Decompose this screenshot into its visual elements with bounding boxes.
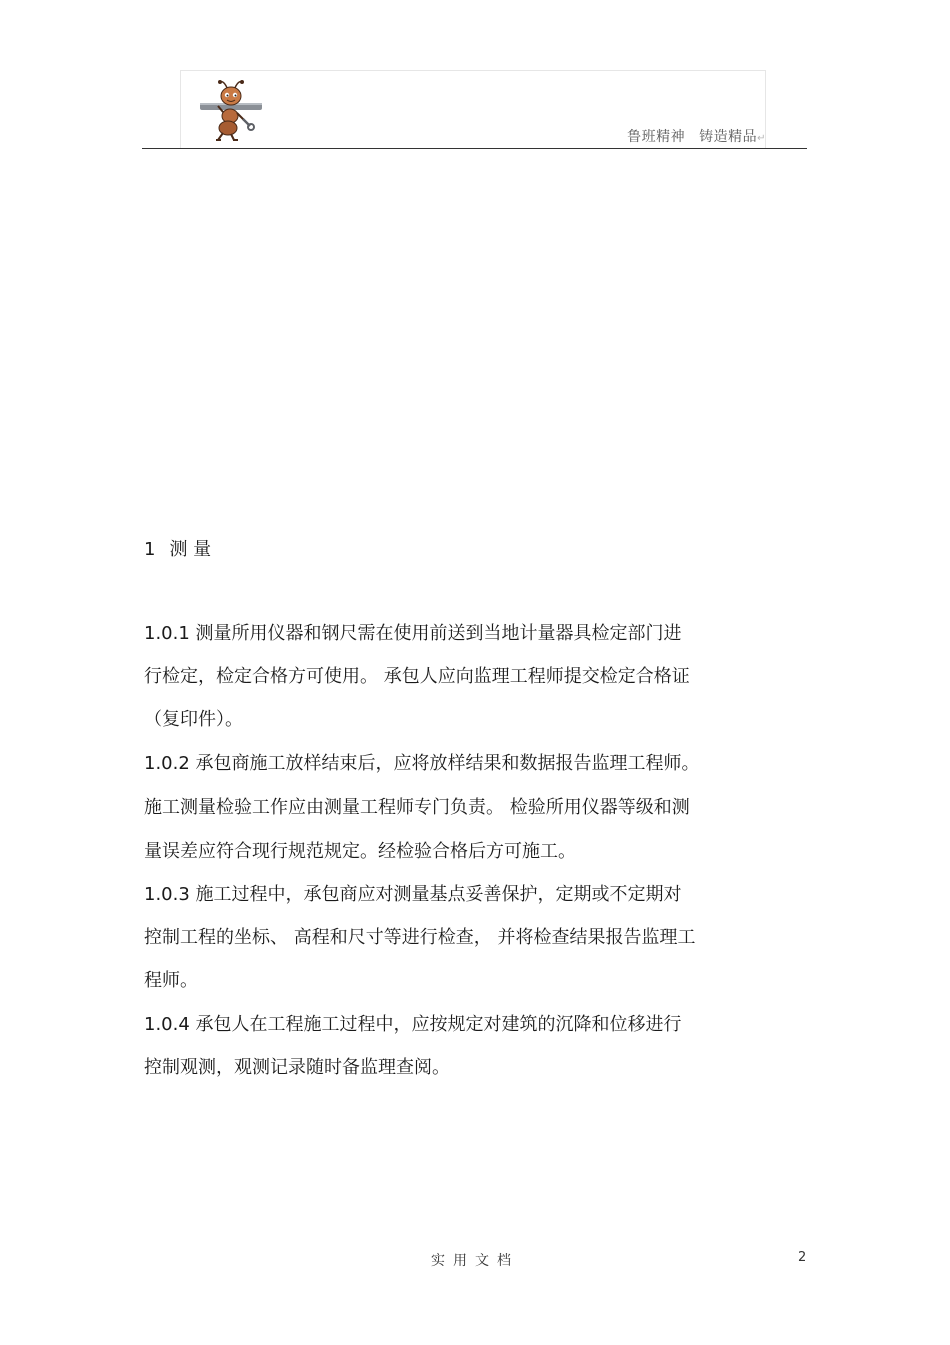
paragraph-1-line-1: 1.0.1 测量所用仪器和钢尺需在使用前送到当地计量器具检定部门进 [144,623,682,644]
paragraph-2-line-2: 施工测量检验工作应由测量工程师专门负责。 检验所用仪器等级和测 [144,797,690,818]
paragraph-mark-icon: ↵ [757,133,766,144]
section-heading: 测 量 [169,539,212,560]
slogan-part2: 铸造精品 [699,129,758,145]
paragraph-3-line-2: 控制工程的坐标、 高程和尺寸等进行检查， 并将检查结果报告监理工 [144,927,696,948]
slogan-part1: 鲁班精神 [627,129,686,145]
header-divider [142,148,807,149]
paragraph-1-line-3: （复印件）。 [144,709,243,730]
ant-mascot-icon [198,76,264,142]
header-slogan [627,126,766,146]
paragraph-3-line-3: 程师。 [144,970,198,991]
page-number: 2 [798,1250,807,1265]
paragraph-3-line-1: 1.0.3 施工过程中，承包商应对测量基点妥善保护，定期或不定期对 [144,884,682,905]
paragraph-2-line-3: 量误差应符合现行规范规定。经检验合格后方可施工。 [144,841,576,862]
section-title [144,538,211,562]
paragraph-2-line-1: 1.0.2 承包商施工放样结束后，应将放样结果和数据报告监理工程师。 [144,753,700,774]
paragraph-4-line-1: 1.0.4 承包人在工程施工过程中，应按规定对建筑的沉降和位移进行 [144,1014,682,1035]
section-number: 1 [144,539,156,560]
paragraph-4-line-2: 控制观测，观测记录随时备监理查阅。 [144,1057,450,1078]
footer-label: 实用文档 [431,1253,519,1269]
paragraph-1-line-2: 行检定，检定合格方可使用。 承包人应向监理工程师提交检定合格证 [144,666,690,687]
